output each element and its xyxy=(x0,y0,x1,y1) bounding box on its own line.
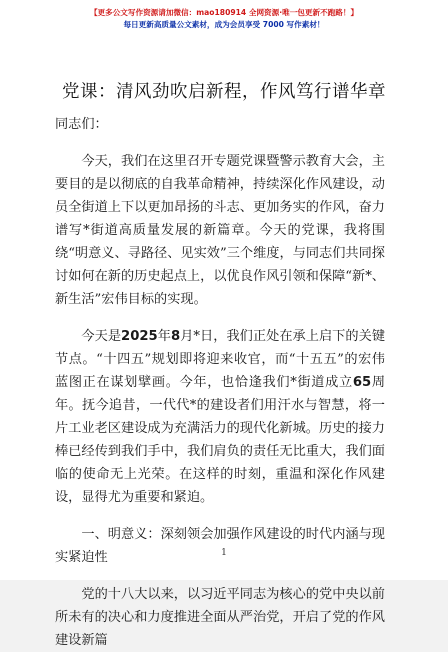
document-body xyxy=(55,113,385,652)
paragraph-2-part-a: 今天是 xyxy=(81,329,122,344)
paragraph-2-part-e: 月*日，我们正处在承上启下的关键节点。“十四五”规划即将迎来收官，而“十五五”的宏伟蓝图正在谋划擘画。今年，也恰逢我们*街道成立 xyxy=(55,329,386,390)
paragraph-1: 今天，我们在这里召开专题党课暨警示教育大会，主要目的是以彻底的自我革命精神，持续深化作风建设，动员全街道上下以更加昂扬的斗志、更加务实的作风，奋力谱写*街道高质量发展的新篇章。今天的党课，我将围绕“明意义、寻路径、见实效”三个维度，与同志们共同探讨如何在新的历史起点上，以优良作风引领和保障“新*、新生活”宏伟目标的实现。 xyxy=(55,154,385,307)
section-heading-1: 一、明意义：深刻领会加强作风建设的时代内涵与现实紧迫性 xyxy=(55,527,385,565)
paragraph-2 xyxy=(55,325,385,509)
promo-banner-line-2: 每日更新高质量公文素材，成为会员享受 7000 写作素材！ xyxy=(123,20,325,29)
promo-banner-line-1: 【更多公文写作资源请加微信：mao180914 全网资源·唯一包更新不跑路！】 xyxy=(89,8,359,17)
document-title: 党课：清风劲吹启新程，作风笃行谱华章 xyxy=(62,82,386,102)
paragraph-2-part-g: 周年。抚今追昔，一代代*的建设者们用汗水与智慧，将一片工业老区建设成为充满活力的现代化新城。历史的接力棒已经传到我们手中，我们肩负的责任无比重大，我们面临的使命无上光荣。在这样的时刻，重温和深化作风建设，显得尤为重要和紧迫。 xyxy=(55,375,386,505)
page-number: 1 xyxy=(221,548,227,558)
paragraph-4: 党的十八大以来，以习近平同志为核心的党中央以前所未有的决心和力度推进全面从严治党，开启了党的作风建设新篇 xyxy=(55,587,385,648)
paragraph-2-month: 8 xyxy=(171,329,181,344)
promo-banner xyxy=(0,8,448,30)
paragraph-2-part-c: 年 xyxy=(157,329,171,344)
paragraph-2-year: 2025 xyxy=(121,329,158,344)
paragraph-2-years: 65 xyxy=(352,375,372,390)
greeting: 同志们： xyxy=(55,117,108,132)
